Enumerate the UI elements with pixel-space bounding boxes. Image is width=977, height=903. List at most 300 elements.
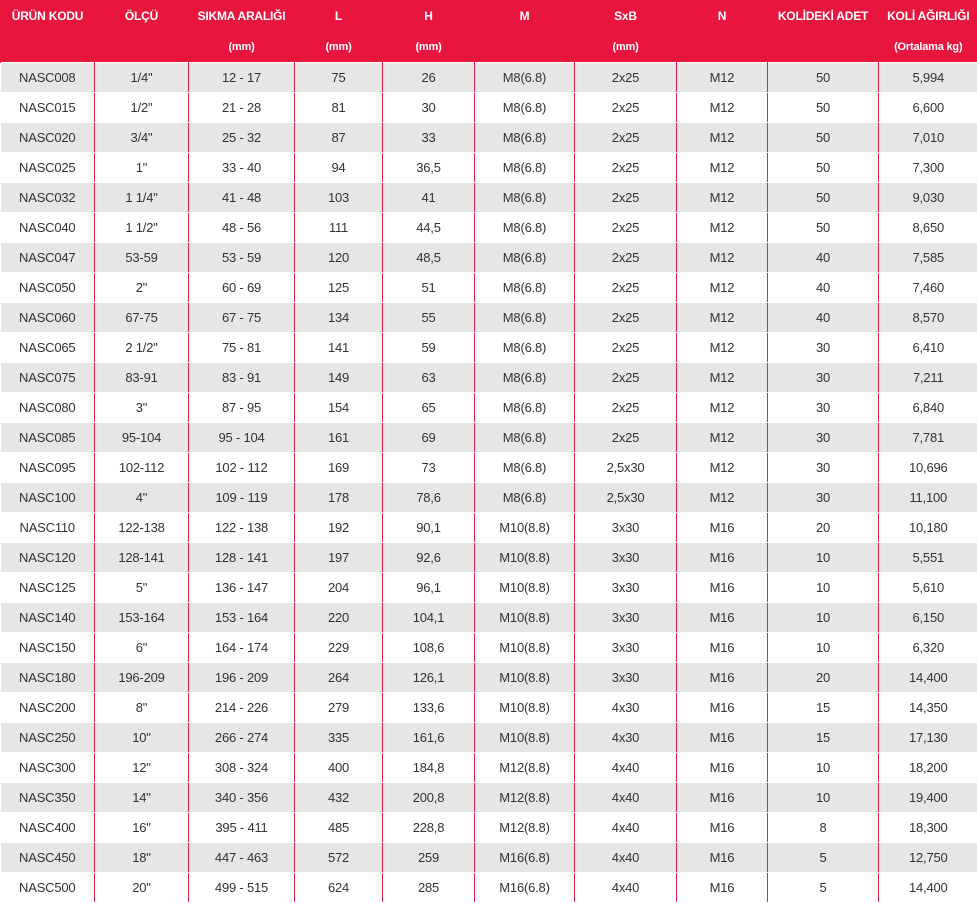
table-row — [1, 153, 977, 183]
cell-product-code: NASC450 — [1, 843, 95, 873]
cell-product-code: NASC180 — [1, 663, 95, 693]
cell-bolt-m: M8(6.8) — [475, 63, 575, 93]
cell-length-l: 572 — [295, 843, 383, 873]
cell-bolt-m: M8(6.8) — [475, 363, 575, 393]
cell-clamp-range: 499 - 515 — [189, 873, 295, 903]
cell-product-code: NASC350 — [1, 783, 95, 813]
cell-product-code: NASC020 — [1, 123, 95, 153]
cell-length-l: 149 — [295, 363, 383, 393]
header-clamp-range: SIKMA ARALIĞI — [189, 0, 295, 32]
cell-product-code: NASC110 — [1, 513, 95, 543]
cell-height-h: 48,5 — [383, 243, 475, 273]
cell-size: 4" — [95, 483, 189, 513]
cell-strip-sxb: 2x25 — [575, 273, 677, 303]
cell-box-quantity: 30 — [768, 393, 879, 423]
cell-size: 12" — [95, 753, 189, 783]
cell-nut-n: M16 — [677, 633, 768, 663]
cell-box-weight: 7,300 — [879, 153, 977, 183]
cell-height-h: 26 — [383, 63, 475, 93]
cell-length-l: 134 — [295, 303, 383, 333]
cell-strip-sxb: 2,5x30 — [575, 483, 677, 513]
cell-nut-n: M12 — [677, 213, 768, 243]
cell-size: 196-209 — [95, 663, 189, 693]
cell-nut-n: M16 — [677, 693, 768, 723]
cell-bolt-m: M10(8.8) — [475, 603, 575, 633]
cell-length-l: 103 — [295, 183, 383, 213]
cell-box-weight: 7,460 — [879, 273, 977, 303]
cell-box-quantity: 30 — [768, 423, 879, 453]
cell-box-quantity: 10 — [768, 573, 879, 603]
cell-strip-sxb: 2x25 — [575, 123, 677, 153]
table-row — [1, 243, 977, 273]
cell-length-l: 220 — [295, 603, 383, 633]
cell-box-weight: 12,750 — [879, 843, 977, 873]
cell-size: 16" — [95, 813, 189, 843]
header-row-units — [1, 32, 977, 63]
table-row — [1, 93, 977, 123]
cell-length-l: 125 — [295, 273, 383, 303]
cell-strip-sxb: 2x25 — [575, 243, 677, 273]
header-bolt-m: M — [475, 0, 575, 32]
cell-box-weight: 11,100 — [879, 483, 977, 513]
cell-nut-n: M12 — [677, 483, 768, 513]
cell-height-h: 41 — [383, 183, 475, 213]
cell-product-code: NASC008 — [1, 63, 95, 93]
cell-bolt-m: M8(6.8) — [475, 123, 575, 153]
cell-height-h: 69 — [383, 423, 475, 453]
cell-size: 14" — [95, 783, 189, 813]
cell-box-quantity: 10 — [768, 633, 879, 663]
cell-bolt-m: M8(6.8) — [475, 93, 575, 123]
cell-size: 18" — [95, 843, 189, 873]
header-row-titles — [1, 0, 977, 32]
cell-strip-sxb: 4x40 — [575, 783, 677, 813]
cell-length-l: 400 — [295, 753, 383, 783]
header-unit-length-l: (mm) — [295, 32, 383, 63]
cell-nut-n: M12 — [677, 63, 768, 93]
cell-bolt-m: M10(8.8) — [475, 573, 575, 603]
cell-nut-n: M12 — [677, 273, 768, 303]
cell-box-quantity: 8 — [768, 813, 879, 843]
cell-length-l: 264 — [295, 663, 383, 693]
header-unit-bolt-m — [475, 32, 575, 63]
header-unit-size — [95, 32, 189, 63]
cell-box-weight: 8,650 — [879, 213, 977, 243]
cell-product-code: NASC140 — [1, 603, 95, 633]
cell-height-h: 133,6 — [383, 693, 475, 723]
cell-nut-n: M16 — [677, 843, 768, 873]
cell-box-weight: 6,320 — [879, 633, 977, 663]
cell-height-h: 33 — [383, 123, 475, 153]
cell-nut-n: M16 — [677, 753, 768, 783]
table-row — [1, 333, 977, 363]
cell-height-h: 65 — [383, 393, 475, 423]
cell-box-weight: 14,400 — [879, 873, 977, 903]
cell-bolt-m: M8(6.8) — [475, 273, 575, 303]
cell-product-code: NASC500 — [1, 873, 95, 903]
cell-clamp-range: 21 - 28 — [189, 93, 295, 123]
cell-box-quantity: 15 — [768, 693, 879, 723]
cell-nut-n: M16 — [677, 663, 768, 693]
cell-bolt-m: M12(8.8) — [475, 813, 575, 843]
cell-product-code: NASC250 — [1, 723, 95, 753]
cell-length-l: 81 — [295, 93, 383, 123]
cell-length-l: 178 — [295, 483, 383, 513]
cell-bolt-m: M8(6.8) — [475, 333, 575, 363]
cell-strip-sxb: 4x40 — [575, 873, 677, 903]
cell-strip-sxb: 2x25 — [575, 423, 677, 453]
cell-length-l: 204 — [295, 573, 383, 603]
cell-box-quantity: 30 — [768, 453, 879, 483]
cell-nut-n: M12 — [677, 423, 768, 453]
cell-length-l: 141 — [295, 333, 383, 363]
cell-box-quantity: 50 — [768, 213, 879, 243]
cell-clamp-range: 87 - 95 — [189, 393, 295, 423]
table-body — [1, 63, 977, 903]
cell-size: 102-112 — [95, 453, 189, 483]
cell-strip-sxb: 2x25 — [575, 93, 677, 123]
cell-length-l: 624 — [295, 873, 383, 903]
header-nut-n: N — [677, 0, 768, 32]
cell-bolt-m: M8(6.8) — [475, 243, 575, 273]
cell-nut-n: M16 — [677, 603, 768, 633]
cell-bolt-m: M10(8.8) — [475, 663, 575, 693]
cell-box-quantity: 5 — [768, 873, 879, 903]
header-product-code: ÜRÜN KODU — [1, 0, 95, 32]
cell-bolt-m: M12(8.8) — [475, 753, 575, 783]
cell-product-code: NASC050 — [1, 273, 95, 303]
table-row — [1, 783, 977, 813]
header-height-h: H — [383, 0, 475, 32]
cell-length-l: 279 — [295, 693, 383, 723]
cell-height-h: 44,5 — [383, 213, 475, 243]
cell-box-quantity: 15 — [768, 723, 879, 753]
table-row — [1, 123, 977, 153]
cell-bolt-m: M10(8.8) — [475, 723, 575, 753]
cell-strip-sxb: 2x25 — [575, 63, 677, 93]
cell-box-quantity: 50 — [768, 93, 879, 123]
table-row — [1, 273, 977, 303]
cell-box-quantity: 40 — [768, 243, 879, 273]
cell-box-quantity: 10 — [768, 783, 879, 813]
header-strip-sxb: SxB — [575, 0, 677, 32]
cell-clamp-range: 196 - 209 — [189, 663, 295, 693]
cell-strip-sxb: 4x40 — [575, 843, 677, 873]
cell-length-l: 161 — [295, 423, 383, 453]
cell-box-quantity: 30 — [768, 483, 879, 513]
header-box-quantity: KOLİDEKİ ADET — [768, 0, 879, 32]
table-row — [1, 453, 977, 483]
header-unit-box-quantity — [768, 32, 879, 63]
cell-box-quantity: 20 — [768, 513, 879, 543]
cell-size: 95-104 — [95, 423, 189, 453]
cell-clamp-range: 136 - 147 — [189, 573, 295, 603]
cell-box-weight: 6,150 — [879, 603, 977, 633]
cell-length-l: 192 — [295, 513, 383, 543]
cell-strip-sxb: 2x25 — [575, 303, 677, 333]
cell-box-weight: 10,180 — [879, 513, 977, 543]
cell-product-code: NASC100 — [1, 483, 95, 513]
cell-box-quantity: 20 — [768, 663, 879, 693]
cell-box-weight: 18,300 — [879, 813, 977, 843]
cell-box-weight: 8,570 — [879, 303, 977, 333]
cell-size: 3/4" — [95, 123, 189, 153]
cell-product-code: NASC120 — [1, 543, 95, 573]
cell-nut-n: M12 — [677, 123, 768, 153]
cell-nut-n: M16 — [677, 873, 768, 903]
cell-bolt-m: M8(6.8) — [475, 483, 575, 513]
cell-length-l: 335 — [295, 723, 383, 753]
cell-box-quantity: 30 — [768, 363, 879, 393]
cell-nut-n: M12 — [677, 363, 768, 393]
cell-box-quantity: 10 — [768, 753, 879, 783]
cell-length-l: 94 — [295, 153, 383, 183]
cell-strip-sxb: 4x30 — [575, 723, 677, 753]
cell-bolt-m: M8(6.8) — [475, 303, 575, 333]
table-row — [1, 363, 977, 393]
cell-box-weight: 10,696 — [879, 453, 977, 483]
cell-height-h: 78,6 — [383, 483, 475, 513]
cell-strip-sxb: 3x30 — [575, 603, 677, 633]
cell-product-code: NASC060 — [1, 303, 95, 333]
cell-bolt-m: M8(6.8) — [475, 423, 575, 453]
cell-product-code: NASC085 — [1, 423, 95, 453]
cell-strip-sxb: 3x30 — [575, 573, 677, 603]
cell-nut-n: M12 — [677, 393, 768, 423]
cell-product-code: NASC032 — [1, 183, 95, 213]
table-row — [1, 483, 977, 513]
cell-height-h: 59 — [383, 333, 475, 363]
cell-height-h: 126,1 — [383, 663, 475, 693]
cell-height-h: 104,1 — [383, 603, 475, 633]
table-row — [1, 303, 977, 333]
cell-product-code: NASC400 — [1, 813, 95, 843]
cell-box-weight: 7,585 — [879, 243, 977, 273]
cell-size: 8" — [95, 693, 189, 723]
cell-clamp-range: 122 - 138 — [189, 513, 295, 543]
header-size: ÖLÇÜ — [95, 0, 189, 32]
cell-product-code: NASC080 — [1, 393, 95, 423]
cell-size: 83-91 — [95, 363, 189, 393]
table-row — [1, 573, 977, 603]
cell-box-weight: 6,410 — [879, 333, 977, 363]
table-header — [1, 0, 977, 63]
cell-box-quantity: 50 — [768, 123, 879, 153]
cell-height-h: 55 — [383, 303, 475, 333]
cell-clamp-range: 395 - 411 — [189, 813, 295, 843]
cell-box-quantity: 50 — [768, 63, 879, 93]
table-row — [1, 183, 977, 213]
cell-clamp-range: 447 - 463 — [189, 843, 295, 873]
cell-size: 67-75 — [95, 303, 189, 333]
cell-height-h: 285 — [383, 873, 475, 903]
cell-height-h: 96,1 — [383, 573, 475, 603]
cell-bolt-m: M8(6.8) — [475, 393, 575, 423]
cell-product-code: NASC300 — [1, 753, 95, 783]
cell-size: 10" — [95, 723, 189, 753]
cell-clamp-range: 214 - 226 — [189, 693, 295, 723]
table-row — [1, 723, 977, 753]
cell-box-quantity: 30 — [768, 333, 879, 363]
cell-size: 1/4" — [95, 63, 189, 93]
cell-nut-n: M16 — [677, 543, 768, 573]
header-unit-strip-sxb: (mm) — [575, 32, 677, 63]
cell-box-weight: 18,200 — [879, 753, 977, 783]
table-row — [1, 843, 977, 873]
cell-bolt-m: M16(6.8) — [475, 873, 575, 903]
cell-product-code: NASC025 — [1, 153, 95, 183]
cell-product-code: NASC125 — [1, 573, 95, 603]
cell-product-code: NASC047 — [1, 243, 95, 273]
cell-size: 153-164 — [95, 603, 189, 633]
cell-box-weight: 5,994 — [879, 63, 977, 93]
header-box-weight: KOLİ AĞIRLIĞI — [879, 0, 977, 32]
cell-box-weight: 7,010 — [879, 123, 977, 153]
table-row — [1, 693, 977, 723]
cell-box-weight: 5,610 — [879, 573, 977, 603]
cell-height-h: 90,1 — [383, 513, 475, 543]
cell-box-weight: 6,840 — [879, 393, 977, 423]
cell-clamp-range: 53 - 59 — [189, 243, 295, 273]
cell-length-l: 111 — [295, 213, 383, 243]
cell-clamp-range: 83 - 91 — [189, 363, 295, 393]
cell-clamp-range: 67 - 75 — [189, 303, 295, 333]
cell-nut-n: M16 — [677, 573, 768, 603]
cell-bolt-m: M12(8.8) — [475, 783, 575, 813]
cell-clamp-range: 102 - 112 — [189, 453, 295, 483]
cell-length-l: 120 — [295, 243, 383, 273]
table-row — [1, 813, 977, 843]
cell-nut-n: M12 — [677, 243, 768, 273]
cell-length-l: 87 — [295, 123, 383, 153]
cell-length-l: 229 — [295, 633, 383, 663]
cell-clamp-range: 128 - 141 — [189, 543, 295, 573]
table-row — [1, 753, 977, 783]
cell-size: 128-141 — [95, 543, 189, 573]
cell-size: 1/2" — [95, 93, 189, 123]
cell-box-quantity: 10 — [768, 603, 879, 633]
cell-strip-sxb: 2,5x30 — [575, 453, 677, 483]
cell-height-h: 200,8 — [383, 783, 475, 813]
cell-nut-n: M12 — [677, 303, 768, 333]
cell-height-h: 63 — [383, 363, 475, 393]
cell-product-code: NASC095 — [1, 453, 95, 483]
table-row — [1, 423, 977, 453]
cell-clamp-range: 109 - 119 — [189, 483, 295, 513]
cell-bolt-m: M10(8.8) — [475, 693, 575, 723]
cell-nut-n: M16 — [677, 723, 768, 753]
cell-height-h: 259 — [383, 843, 475, 873]
cell-clamp-range: 60 - 69 — [189, 273, 295, 303]
cell-height-h: 30 — [383, 93, 475, 123]
cell-product-code: NASC150 — [1, 633, 95, 663]
cell-box-quantity: 10 — [768, 543, 879, 573]
cell-box-quantity: 50 — [768, 183, 879, 213]
cell-height-h: 92,6 — [383, 543, 475, 573]
cell-product-code: NASC015 — [1, 93, 95, 123]
cell-strip-sxb: 4x30 — [575, 693, 677, 723]
header-unit-nut-n — [677, 32, 768, 63]
cell-product-code: NASC200 — [1, 693, 95, 723]
cell-bolt-m: M10(8.8) — [475, 633, 575, 663]
cell-clamp-range: 95 - 104 — [189, 423, 295, 453]
cell-size: 1 1/4" — [95, 183, 189, 213]
cell-size: 2 1/2" — [95, 333, 189, 363]
cell-height-h: 51 — [383, 273, 475, 303]
cell-box-weight: 9,030 — [879, 183, 977, 213]
cell-bolt-m: M8(6.8) — [475, 153, 575, 183]
cell-strip-sxb: 2x25 — [575, 153, 677, 183]
table-row — [1, 393, 977, 423]
cell-clamp-range: 308 - 324 — [189, 753, 295, 783]
cell-nut-n: M16 — [677, 813, 768, 843]
cell-nut-n: M12 — [677, 183, 768, 213]
cell-bolt-m: M8(6.8) — [475, 453, 575, 483]
cell-box-quantity: 40 — [768, 273, 879, 303]
cell-bolt-m: M10(8.8) — [475, 513, 575, 543]
table-row — [1, 213, 977, 243]
cell-box-quantity: 50 — [768, 153, 879, 183]
cell-height-h: 73 — [383, 453, 475, 483]
cell-product-code: NASC065 — [1, 333, 95, 363]
cell-nut-n: M16 — [677, 513, 768, 543]
cell-strip-sxb: 2x25 — [575, 363, 677, 393]
cell-size: 122-138 — [95, 513, 189, 543]
cell-strip-sxb: 3x30 — [575, 633, 677, 663]
cell-clamp-range: 164 - 174 — [189, 633, 295, 663]
cell-strip-sxb: 4x40 — [575, 813, 677, 843]
header-unit-clamp-range: (mm) — [189, 32, 295, 63]
cell-bolt-m: M8(6.8) — [475, 213, 575, 243]
table-row — [1, 603, 977, 633]
cell-clamp-range: 25 - 32 — [189, 123, 295, 153]
table-row — [1, 633, 977, 663]
cell-length-l: 169 — [295, 453, 383, 483]
header-unit-box-weight: (Ortalama kg) — [879, 32, 977, 63]
cell-length-l: 197 — [295, 543, 383, 573]
cell-size: 20" — [95, 873, 189, 903]
table-row — [1, 663, 977, 693]
cell-strip-sxb: 2x25 — [575, 213, 677, 243]
cell-clamp-range: 48 - 56 — [189, 213, 295, 243]
cell-strip-sxb: 3x30 — [575, 543, 677, 573]
cell-product-code: NASC040 — [1, 213, 95, 243]
cell-strip-sxb: 3x30 — [575, 663, 677, 693]
table-row — [1, 513, 977, 543]
cell-strip-sxb: 2x25 — [575, 333, 677, 363]
cell-strip-sxb: 4x40 — [575, 753, 677, 783]
cell-clamp-range: 153 - 164 — [189, 603, 295, 633]
cell-length-l: 154 — [295, 393, 383, 423]
cell-box-weight: 7,211 — [879, 363, 977, 393]
cell-box-weight: 7,781 — [879, 423, 977, 453]
cell-height-h: 36,5 — [383, 153, 475, 183]
cell-bolt-m: M10(8.8) — [475, 543, 575, 573]
cell-clamp-range: 340 - 356 — [189, 783, 295, 813]
cell-product-code: NASC075 — [1, 363, 95, 393]
cell-size: 5" — [95, 573, 189, 603]
cell-height-h: 161,6 — [383, 723, 475, 753]
cell-nut-n: M12 — [677, 333, 768, 363]
cell-length-l: 432 — [295, 783, 383, 813]
cell-box-weight: 17,130 — [879, 723, 977, 753]
cell-box-weight: 14,400 — [879, 663, 977, 693]
cell-height-h: 184,8 — [383, 753, 475, 783]
cell-size: 3" — [95, 393, 189, 423]
table-row — [1, 63, 977, 93]
cell-height-h: 228,8 — [383, 813, 475, 843]
cell-box-weight: 14,350 — [879, 693, 977, 723]
